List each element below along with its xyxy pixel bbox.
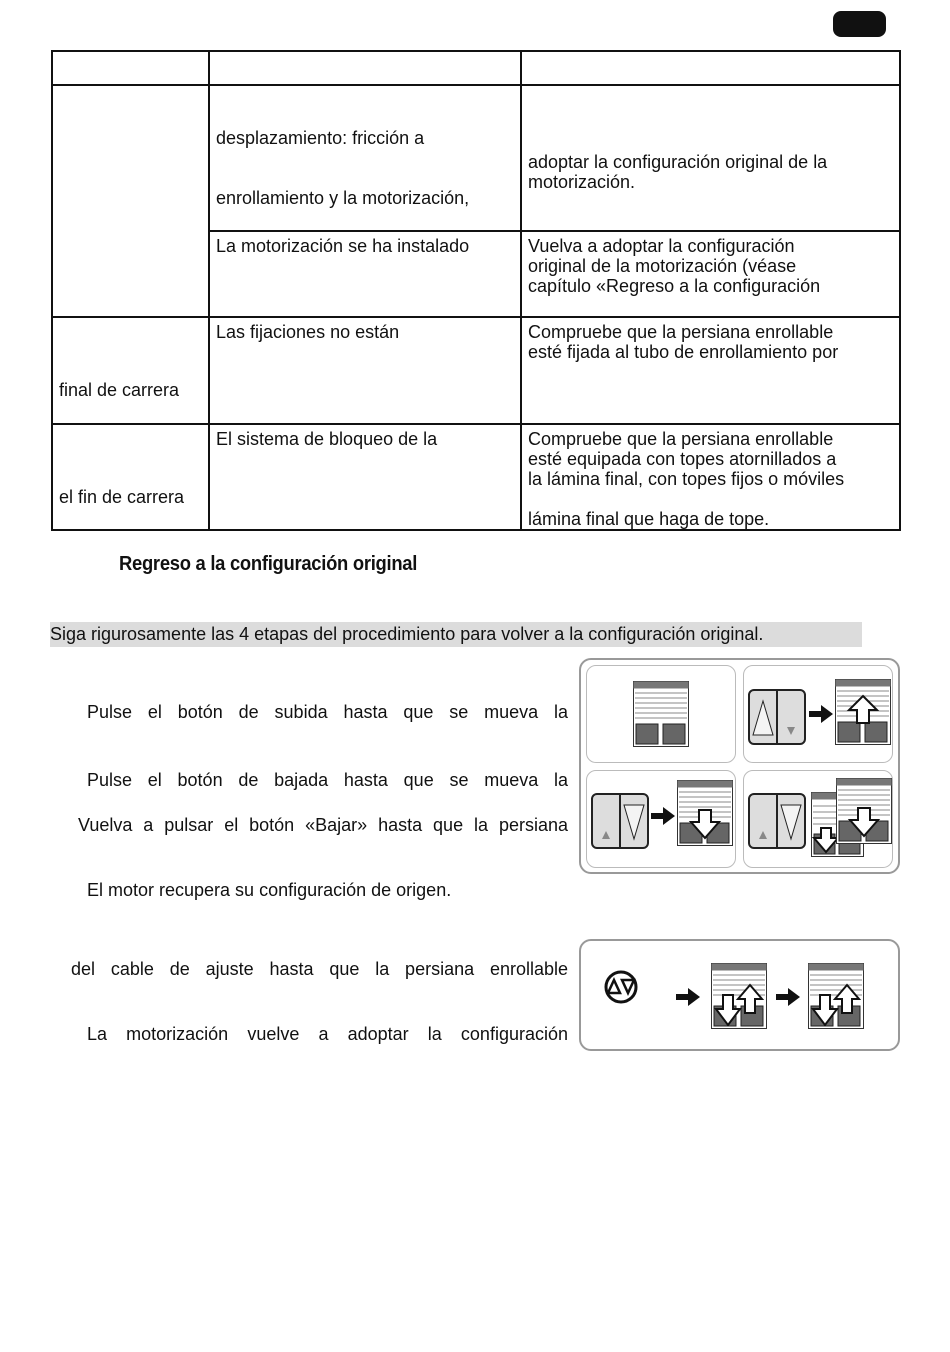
symptom-cell <box>52 424 209 530</box>
arrow-right-icon <box>776 988 800 1006</box>
page-badge <box>833 11 886 37</box>
header-cell-symptom <box>52 51 209 85</box>
solution-text: esté equipada con topes atornillados a <box>528 449 837 469</box>
symptom-text: el fin de carrera <box>59 487 185 507</box>
highlighted-notice: Siga rigurosamente las 4 etapas del procedimiento para volver a la configuración original. <box>50 622 862 647</box>
shutter-icon <box>711 963 767 1029</box>
solution-text: esté fijada al tubo de enrollamiento por <box>528 342 839 362</box>
solution-text: capítulo «Regreso a la configuración <box>528 276 821 296</box>
arrow-right-icon <box>676 988 700 1006</box>
arrow-right-icon <box>651 807 675 825</box>
table-header-row <box>52 51 900 85</box>
cause-cell <box>209 231 521 317</box>
step-text: El motor recupera su configuración de origen. <box>87 880 452 900</box>
symptom-cell <box>52 85 209 317</box>
cause-text: El sistema de bloqueo de la <box>216 429 438 449</box>
table-row <box>52 317 900 424</box>
up-down-switch-icon <box>748 689 806 745</box>
solution-text: original de la motorización (véase <box>528 256 797 276</box>
arrow-right-icon <box>809 705 833 723</box>
solution-text: Compruebe que la persiana enrollable <box>528 322 834 342</box>
solution-text: adoptar la configuración original de la <box>528 152 828 172</box>
solution-cell <box>521 424 900 530</box>
cause-cell <box>209 85 521 231</box>
shutter-icon <box>836 778 892 844</box>
solution-text: Compruebe que la persiana enrollable <box>528 429 834 449</box>
shutter-icon <box>835 679 891 745</box>
step-text: del cable de ajuste hasta que la persiana enrollable <box>71 959 568 979</box>
header-cell-solution <box>521 51 900 85</box>
header-cell-cause <box>209 51 521 85</box>
table-row <box>52 85 900 231</box>
step-text: Vuelva a pulsar el botón «Bajar» hasta que la persiana <box>78 815 568 835</box>
up-down-switch-icon <box>591 793 649 849</box>
solution-cell <box>521 85 900 231</box>
solution-cell <box>521 231 900 317</box>
step-text: Pulse el botón de subida hasta que se mueva la <box>87 702 568 722</box>
step-text: La motorización vuelve a adoptar la configuración <box>87 1024 568 1044</box>
up-down-switch-icon <box>748 793 806 849</box>
solution-text: la lámina final, con topes fijos o móviles <box>528 469 845 489</box>
shutter-icon <box>808 963 864 1029</box>
cause-text: Las fijaciones no están <box>216 322 400 342</box>
shutter-icon <box>633 681 689 747</box>
solution-text: Vuelva a adoptar la configuración <box>528 236 795 256</box>
symptom-cell <box>52 317 209 424</box>
solution-text: motorización. <box>528 172 636 192</box>
cause-text: La motorización se ha instalado <box>216 236 470 256</box>
cause-text: enrollamiento y la motorización, <box>216 188 470 208</box>
cause-text: desplazamiento: fricción a <box>216 128 425 148</box>
cause-cell <box>209 317 521 424</box>
solution-text: lámina final que haga de tope. <box>528 509 770 529</box>
step-text: Pulse el botón de bajada hasta que se mueva la <box>87 770 568 790</box>
troubleshooting-table <box>51 50 901 531</box>
table-row <box>52 424 900 530</box>
cause-cell <box>209 424 521 530</box>
reset-symbol-icon <box>603 969 639 1005</box>
shutter-icon <box>677 780 733 846</box>
symptom-text: final de carrera <box>59 380 180 400</box>
section-title: Regreso a la configuración original <box>119 553 418 575</box>
solution-cell <box>521 317 900 424</box>
